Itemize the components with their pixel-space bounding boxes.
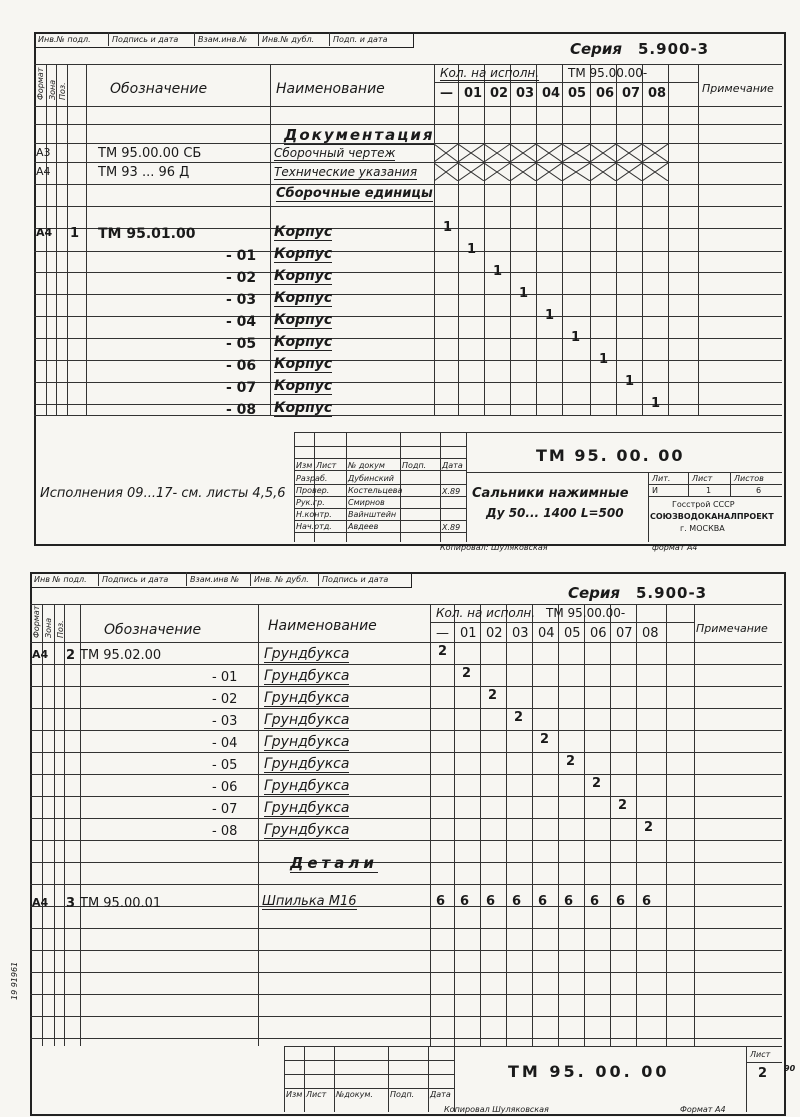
cross-mark [590, 163, 616, 181]
qty-col-header: 03 [516, 86, 535, 101]
cross-mark [458, 144, 484, 162]
detail-format: А4 [32, 896, 49, 909]
unit-qty: 1 [519, 286, 529, 301]
unit-designation: - 07 [212, 802, 238, 817]
tb-line [440, 432, 441, 542]
col-line [42, 604, 43, 1046]
qty-col-header: 04 [538, 626, 555, 641]
sheet-label: Лист [692, 474, 713, 483]
sheet-1: Инв.№ подл. Подпись и дата Взам.инв.№ Инв.№ дубл. Подп. и дата Серия 5.900-3 Формат Зона Поз. Обозначение Наименование Кол. на исполн. ТМ 95.00.00- — 01 02 03 04 05 06 07 08 Примечание Документация А3 ТМ 95.00.00 СБ Сборочный чертеж А4 ТМ 93 ... 96 Д Технические указания Сборочные единицы А4 1 ТМ 95.01.00 Корпус 1 - 01 Корпус 1 - 02 Корпус 1 - 03 Корпус 1 - 04 Корпус 1 - 05 Корпус 1 - 06 Корпус 1 - 07 Корпус 1 - 08 Корпус 1 Исполнения 09...17- см. листы 4,5,6 ТМ 95. 00. 00 Изм Лист № докум Подп. Дата Разраб. Дубинский Провер. Костельцева Рук.гр. Смирнов Н.контр. Вайнштейн Нач.отд. Авдеев Х.89 Х.89 Сальники нажимные Ду 50... 1400 L=500 Лит. Лист Листов И 1 6 Госстрой СССР СОЮЗВОДОКАНАЛПРОЕКТ г. МОСКВА Копировал: Шуляковская формат А4 [0, 0, 800, 555]
title-line2: Ду 50... 1400 L=500 [486, 506, 624, 520]
col-line [430, 604, 431, 1046]
header-note: Примечание [702, 82, 774, 95]
sheet-value: 2 [758, 1066, 768, 1081]
row-line [30, 730, 782, 731]
tb-line [688, 472, 689, 496]
col-line [484, 64, 485, 415]
format-label: формат А4 [652, 543, 698, 552]
spec-table-1 [0, 0, 800, 555]
row-line [34, 294, 782, 295]
col-line [558, 604, 559, 1046]
row-line [30, 774, 782, 775]
cross-mark [642, 144, 668, 162]
unit-name: Грундбукса [264, 778, 350, 794]
title-line1: Сальники нажимные [472, 486, 629, 501]
unit-qty: 2 [644, 820, 654, 835]
unit-name: Грундбукса [264, 668, 350, 684]
sheet-value: 1 [706, 486, 712, 495]
qty-col-header: 08 [642, 626, 659, 641]
detail-pos: 3 [66, 896, 76, 911]
row-line [34, 404, 782, 405]
header-note: Примечание [696, 622, 768, 635]
tb-person: Вайнштейн [348, 510, 397, 519]
qty-col-header: 03 [512, 626, 529, 641]
unit-name: Корпус [274, 334, 333, 350]
format-label: Формат А4 [680, 1105, 726, 1114]
tb-label: № докум [348, 461, 385, 470]
unit-designation: - 04 [226, 314, 257, 330]
row-line [30, 972, 782, 973]
row-line [34, 272, 782, 273]
col-line [434, 64, 435, 415]
unit-qty: 2 [592, 776, 602, 791]
header-name: Наименование [276, 81, 385, 97]
title-code: ТМ 95. 00. 00 [536, 446, 685, 465]
row-line [34, 64, 782, 65]
cross-mark [434, 144, 458, 162]
qty-col-header: 08 [648, 86, 667, 101]
spec-table-2 [0, 560, 800, 1117]
tb-label: Лист [306, 1090, 327, 1099]
row-line [34, 162, 782, 163]
tb-person: Смирнов [348, 498, 385, 507]
header-qty-code: ТМ 95.00.00- [568, 66, 648, 80]
unit-name: Грундбукса [264, 800, 350, 816]
tb-date: Х.89 [442, 487, 461, 496]
unit-designation: - 03 [212, 714, 238, 729]
unit-name: Корпус [274, 312, 333, 328]
qty-col-header: — [440, 86, 453, 101]
col-line [532, 604, 533, 1046]
tb-label: Лист [316, 461, 337, 470]
header-zone: Зона [48, 79, 57, 100]
tb-role: Рук.гр. [296, 498, 325, 507]
cross-mark [642, 163, 668, 181]
tb-line [466, 432, 467, 542]
tb-line [346, 432, 347, 542]
tb-line [388, 1046, 389, 1112]
header-zone: Зона [44, 617, 53, 638]
cross-mark [616, 163, 642, 181]
cross-mark [536, 163, 562, 181]
section-details: Детали [290, 854, 378, 872]
side-number: 19 91961 [10, 961, 19, 1000]
tb-line [294, 432, 295, 542]
org-line1: Госстрой СССР [672, 500, 735, 509]
col-line [480, 604, 481, 1046]
col-line [562, 64, 563, 415]
detail-qty: 6 [436, 894, 446, 909]
cross-mark [484, 144, 510, 162]
doc-name: Технические указания [274, 165, 418, 179]
detail-qty: 6 [512, 894, 522, 909]
row-line [30, 994, 782, 995]
row-line [434, 82, 698, 83]
unit-qty: 2 [566, 754, 576, 769]
unit-name: Грундбукса [264, 734, 350, 750]
cross-mark [510, 144, 536, 162]
tb-label: Дата [430, 1090, 451, 1099]
doc-designation: ТМ 93 ... 96 Д [98, 165, 190, 180]
detail-qty: 6 [486, 894, 496, 909]
unit-designation: - 01 [212, 670, 238, 685]
unit-designation: - 08 [212, 824, 238, 839]
qty-col-header: 06 [590, 626, 607, 641]
col-line [270, 64, 271, 415]
unit-qty: 1 [545, 308, 555, 323]
qty-col-header: — [436, 626, 449, 641]
detail-qty: 6 [616, 894, 626, 909]
tb-line [746, 1062, 782, 1063]
qty-col-header: 05 [568, 86, 587, 101]
tb-line [730, 472, 731, 496]
unit-qty: 1 [443, 220, 453, 235]
section-documentation: Документация [284, 126, 435, 144]
unit-designation: - 06 [212, 780, 238, 795]
lit-label: Лит. [652, 474, 671, 483]
row-line [30, 950, 782, 951]
row-line [34, 382, 782, 383]
row-line [30, 1038, 782, 1039]
row-line [34, 316, 782, 317]
tb-role: Н.контр. [296, 510, 332, 519]
col-line [46, 64, 47, 415]
header-designation: Обозначение [104, 622, 202, 638]
tb-person: Костельцева [348, 486, 403, 495]
col-line [636, 604, 637, 1046]
qty-col-header: 06 [596, 86, 615, 101]
detail-qty: 6 [590, 894, 600, 909]
qty-col-header: 04 [542, 86, 561, 101]
copied-by: Копировал: Шуляковская [440, 543, 548, 552]
cross-mark [590, 144, 616, 162]
row-line [30, 928, 782, 929]
row-line [30, 686, 782, 687]
row-line [34, 124, 782, 125]
tb-line [648, 484, 782, 485]
tb-role: Разраб. [296, 474, 328, 483]
series-value: 5.900-3 [638, 40, 710, 58]
header-qty-code: ТМ 95.00.00- [546, 606, 626, 620]
col-line [454, 604, 455, 1046]
row-line [34, 206, 782, 207]
doc-designation: ТМ 95.00.00 СБ [98, 146, 202, 161]
row-line [30, 796, 782, 797]
unit-designation: ТМ 95.02.00 [80, 648, 162, 663]
unit-designation: - 08 [226, 402, 257, 418]
col-line [616, 64, 617, 415]
col-line [668, 64, 669, 415]
detail-designation: ТМ 95.00.01 [80, 896, 162, 911]
row-line [30, 664, 782, 665]
cross-mark [562, 144, 590, 162]
unit-name: Грундбукса [264, 646, 350, 662]
row-line [34, 106, 782, 107]
col-line [642, 64, 643, 415]
unit-qty: 1 [571, 330, 581, 345]
header-qty-title: Кол. на исполн. [436, 606, 536, 620]
unit-designation: - 03 [226, 292, 257, 308]
unit-qty: 2 [488, 688, 498, 703]
org-line3: г. МОСКВА [680, 524, 725, 533]
detail-qty: 6 [642, 894, 652, 909]
variants-note: Исполнения 09...17- см. листы 4,5,6 [40, 486, 286, 501]
unit-qty: 1 [625, 374, 635, 389]
tb-label: №докум. [336, 1090, 373, 1099]
cross-mark [434, 163, 458, 181]
row-line [30, 604, 782, 605]
unit-name: Корпус [274, 268, 333, 284]
row-line [34, 251, 782, 252]
unit-format: А4 [36, 226, 53, 239]
tb-line [746, 1046, 747, 1112]
detail-qty: 6 [564, 894, 574, 909]
section-assembly-units: Сборочные единицы [276, 186, 433, 201]
unit-qty: 2 [618, 798, 628, 813]
doc-format: А3 [36, 146, 51, 159]
unit-designation: - 02 [212, 692, 238, 707]
col-line [694, 604, 695, 1046]
col-line [536, 64, 537, 415]
col-line [458, 64, 459, 415]
unit-designation: - 04 [212, 736, 238, 751]
cross-mark [458, 163, 484, 181]
col-line [56, 64, 57, 415]
row-line [430, 622, 694, 623]
tb-role: Провер. [296, 486, 330, 495]
tb-person: Дубинский [348, 474, 394, 483]
qty-col-header: 07 [622, 86, 641, 101]
lit-value: И [652, 486, 658, 495]
cross-mark [510, 163, 536, 181]
row-line [30, 1016, 782, 1017]
unit-name: Корпус [274, 378, 333, 394]
row-line [34, 415, 782, 416]
cross-mark [562, 163, 590, 181]
row-line [30, 642, 782, 643]
tb-label: Подп. [390, 1090, 415, 1099]
unit-designation: ТМ 95.01.00 [98, 226, 196, 242]
col-line [54, 604, 55, 1046]
cross-mark [484, 163, 510, 181]
row-line [34, 338, 782, 339]
unit-name: Корпус [274, 356, 333, 372]
header-pos: Поз. [58, 82, 67, 100]
qty-col-header: 05 [564, 626, 581, 641]
qty-col-header: 02 [486, 626, 503, 641]
tb-date: Х.89 [442, 523, 461, 532]
row-line [30, 884, 782, 885]
unit-qty: 1 [467, 242, 477, 257]
header-format: Формат [32, 605, 41, 638]
header-format: Формат [36, 67, 45, 100]
unit-designation: - 06 [226, 358, 257, 374]
tb-label: Изм [286, 1090, 303, 1099]
doc-format: А4 [36, 165, 51, 178]
row-line [30, 862, 782, 863]
unit-designation: - 07 [226, 380, 257, 396]
qty-col-header: 07 [616, 626, 633, 641]
tb-line [304, 1046, 305, 1112]
copied-by: Копировал Шуляковская [444, 1105, 549, 1114]
col-line [258, 604, 259, 1046]
series-value-2: 5.900-3 [636, 584, 708, 602]
unit-name: Корпус [274, 290, 333, 306]
tb-label: Подп. [402, 461, 427, 470]
row-line [30, 752, 782, 753]
qty-col-header: 01 [460, 626, 477, 641]
header-name: Наименование [268, 618, 377, 634]
tb-line [334, 1046, 335, 1112]
sheets-label: Листов [734, 474, 764, 483]
tb-line [648, 472, 649, 542]
unit-name: Корпус [274, 400, 333, 416]
unit-qty: 1 [493, 264, 503, 279]
col-line [64, 604, 65, 1046]
col-line [510, 64, 511, 415]
unit-designation: - 05 [226, 336, 257, 352]
col-line [610, 604, 611, 1046]
tb-line [284, 1046, 782, 1047]
tb-line [284, 1046, 285, 1112]
tb-line [466, 472, 782, 473]
unit-name: Грундбукса [264, 690, 350, 706]
sheets-value: 6 [756, 486, 762, 495]
title-code: ТМ 95. 00. 00 [508, 1062, 670, 1081]
col-line [666, 604, 667, 1046]
header-designation: Обозначение [110, 81, 208, 97]
unit-name: Грундбукса [264, 712, 350, 728]
doc-name: Сборочный чертеж [274, 146, 396, 160]
unit-pos: 1 [70, 226, 80, 241]
col-line [584, 604, 585, 1046]
col-line [698, 64, 699, 415]
row-line [30, 708, 782, 709]
tb-person: Авдеев [348, 522, 379, 531]
col-line [590, 64, 591, 415]
sheet-2: Инв № подл. Подпись и дата Взам.инв № Инв. № дубл. Подпись и дата Серия 5.900-3 19 91961 Формат Зона Поз. Обозначение Наименование Кол. на исполн. ТМ 95.00.00- — 01 02 03 04 05 06 07 08 Примечание А4 2 ТМ 95.02.00 Грундбукса 2 - 01 Грундбукса 2 - 02 Грундбукса 2 - 03 Грундбукса 2 - 04 Грундбукса 2 - 05 Грундбукса 2 - 06 Грундбукса 2 - 07 Грундбукса 2 - 08 Грундбукса 2 Детали А4 3 ТМ 95.00.01 Шпилька М16 6 6 6 6 6 6 6 6 6 ТМ 95. 00. 00 Изм Лист №докум. Подп. Дата Лист 2 90 Копировал Шуляковская Формат А4 [0, 560, 800, 1117]
tb-line [294, 432, 782, 433]
unit-qty: 2 [438, 644, 448, 659]
sheet-label: Лист [750, 1050, 771, 1059]
qty-col-header: 01 [464, 86, 483, 101]
detail-name: Шпилька М16 [262, 894, 357, 909]
unit-qty: 1 [599, 352, 609, 367]
unit-name: Корпус [274, 246, 333, 262]
detail-qty: 6 [460, 894, 470, 909]
unit-designation: - 01 [226, 248, 257, 264]
unit-name: Грундбукса [264, 822, 350, 838]
row-line [30, 840, 782, 841]
col-line [506, 604, 507, 1046]
tb-role: Нач.отд. [296, 522, 332, 531]
unit-designation: - 02 [226, 270, 257, 286]
unit-pos: 2 [66, 648, 76, 663]
unit-designation: - 05 [212, 758, 238, 773]
org-line2: СОЮЗВОДОКАНАЛПРОЕКТ [650, 512, 774, 521]
side-code: 90 [784, 1064, 796, 1073]
tb-line [428, 1046, 429, 1112]
col-line [80, 604, 81, 1046]
unit-qty: 2 [514, 710, 524, 725]
unit-qty: 1 [651, 396, 661, 411]
qty-col-header: 02 [490, 86, 509, 101]
unit-format: А4 [32, 648, 49, 661]
row-line [30, 818, 782, 819]
col-line [86, 64, 87, 415]
row-line [34, 360, 782, 361]
cross-mark [616, 144, 642, 162]
header-qty-title: Кол. на исполн. [440, 66, 540, 80]
tb-line [454, 1046, 455, 1112]
unit-name: Корпус [274, 224, 333, 240]
row-line [34, 184, 782, 185]
tb-line [648, 496, 782, 497]
tb-label: Дата [442, 461, 463, 470]
tb-label: Изм [296, 461, 313, 470]
header-pos: Поз. [56, 620, 65, 638]
cross-mark [536, 144, 562, 162]
unit-name: Грундбукса [264, 756, 350, 772]
series-label: Серия [570, 40, 623, 58]
unit-qty: 2 [462, 666, 472, 681]
unit-qty: 2 [540, 732, 550, 747]
detail-qty: 6 [538, 894, 548, 909]
series-label-2: Серия [568, 584, 621, 602]
col-line [67, 64, 68, 415]
